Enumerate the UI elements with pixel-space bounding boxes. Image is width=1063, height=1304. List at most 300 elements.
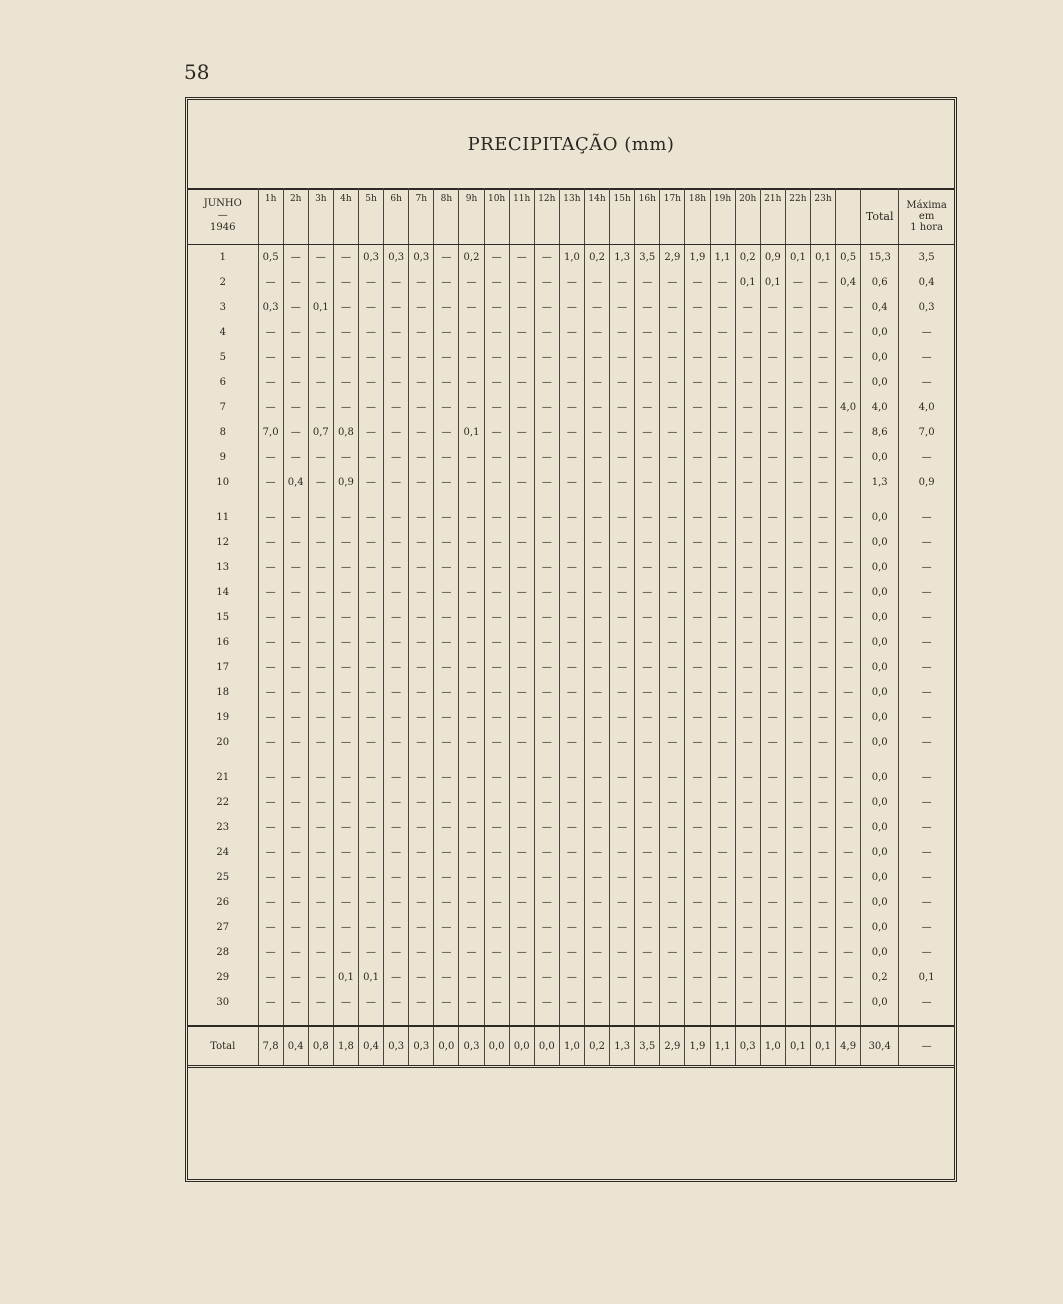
hourly-total: 0,0 xyxy=(534,1026,559,1067)
hourly-value: — xyxy=(434,705,459,730)
hourly-value: — xyxy=(710,555,735,580)
hourly-value: — xyxy=(584,655,609,680)
hourly-value: — xyxy=(610,990,635,1015)
hourly-value: — xyxy=(308,765,333,790)
hourly-value: — xyxy=(484,840,509,865)
hourly-value: — xyxy=(610,295,635,320)
hourly-value: — xyxy=(283,395,308,420)
hourly-value: — xyxy=(434,345,459,370)
hourly-value: — xyxy=(283,630,308,655)
row-total: 0,0 xyxy=(861,865,899,890)
hourly-value: — xyxy=(685,865,710,890)
hourly-value: — xyxy=(258,915,283,940)
hour-header: 17h xyxy=(660,188,685,245)
hourly-value: 0,9 xyxy=(760,245,785,271)
hourly-value: — xyxy=(836,530,861,555)
hourly-value: — xyxy=(810,915,835,940)
hourly-value: — xyxy=(484,705,509,730)
table-row xyxy=(188,470,954,495)
hourly-value: 0,1 xyxy=(333,965,358,990)
hourly-value: — xyxy=(836,505,861,530)
hourly-value: — xyxy=(735,865,760,890)
hourly-value: — xyxy=(359,370,384,395)
hourly-value: — xyxy=(308,530,333,555)
hour-header: 23h xyxy=(810,188,835,245)
hourly-value: — xyxy=(534,270,559,295)
hourly-value: — xyxy=(584,345,609,370)
day-cell: 30 xyxy=(216,997,230,1008)
hourly-value: — xyxy=(509,890,534,915)
hourly-value: — xyxy=(710,890,735,915)
table-row xyxy=(188,245,954,271)
hourly-value: — xyxy=(534,765,559,790)
hourly-value: — xyxy=(409,370,434,395)
hourly-value: — xyxy=(810,320,835,345)
hourly-value: — xyxy=(409,965,434,990)
hourly-value: — xyxy=(333,815,358,840)
hourly-value: — xyxy=(258,580,283,605)
hourly-value: — xyxy=(333,990,358,1015)
hourly-value: — xyxy=(308,630,333,655)
hour-header: 9h xyxy=(459,188,484,245)
row-max-hour: — xyxy=(899,815,954,840)
hourly-value: — xyxy=(283,505,308,530)
hourly-value: — xyxy=(710,345,735,370)
hourly-value: — xyxy=(384,605,409,630)
hourly-value: — xyxy=(359,865,384,890)
hourly-value: — xyxy=(484,915,509,940)
hourly-value: — xyxy=(760,940,785,965)
hourly-value: — xyxy=(810,445,835,470)
hourly-total: 7,8 xyxy=(258,1026,283,1067)
hourly-value: — xyxy=(660,890,685,915)
hourly-value: — xyxy=(283,295,308,320)
row-total: 0,0 xyxy=(861,790,899,815)
row-max-hour: — xyxy=(899,915,954,940)
hourly-value: — xyxy=(509,815,534,840)
hourly-value: — xyxy=(610,470,635,495)
row-total: 0,0 xyxy=(861,530,899,555)
hourly-value: — xyxy=(484,530,509,555)
hourly-value: — xyxy=(660,915,685,940)
hourly-value: — xyxy=(685,320,710,345)
hourly-value: — xyxy=(584,840,609,865)
hourly-value: — xyxy=(635,470,660,495)
hourly-value: — xyxy=(810,815,835,840)
row-total: 0,0 xyxy=(861,555,899,580)
row-max-hour: 0,1 xyxy=(899,965,954,990)
hourly-value: — xyxy=(635,295,660,320)
hourly-value: — xyxy=(836,730,861,755)
hourly-value: — xyxy=(333,915,358,940)
hourly-value: — xyxy=(534,990,559,1015)
hourly-value: — xyxy=(459,680,484,705)
hourly-total: 0,3 xyxy=(459,1026,484,1067)
hourly-total: 1,0 xyxy=(760,1026,785,1067)
table-row xyxy=(188,345,954,370)
hourly-value: — xyxy=(710,470,735,495)
hourly-value: — xyxy=(836,865,861,890)
hourly-value: — xyxy=(384,965,409,990)
hourly-value: — xyxy=(685,295,710,320)
hourly-value: — xyxy=(710,605,735,630)
hourly-value: — xyxy=(660,420,685,445)
row-total: 0,0 xyxy=(861,630,899,655)
hourly-value: — xyxy=(610,730,635,755)
hourly-value: — xyxy=(660,580,685,605)
day-cell: 6 xyxy=(219,377,226,388)
hourly-value: — xyxy=(484,420,509,445)
hourly-value: — xyxy=(409,505,434,530)
hourly-value: — xyxy=(810,505,835,530)
hourly-value: — xyxy=(610,270,635,295)
hourly-value: — xyxy=(710,530,735,555)
hourly-total: 4,9 xyxy=(836,1026,861,1067)
hourly-value: — xyxy=(660,345,685,370)
table-title: PRECIPITAÇÃO (mm) xyxy=(467,134,675,155)
hourly-value: — xyxy=(610,370,635,395)
hourly-value: — xyxy=(384,865,409,890)
hourly-value: — xyxy=(610,420,635,445)
hourly-value: — xyxy=(409,420,434,445)
row-max-hour: — xyxy=(899,345,954,370)
hourly-value: — xyxy=(484,370,509,395)
hourly-value: — xyxy=(660,320,685,345)
hourly-value: — xyxy=(610,940,635,965)
hourly-value: — xyxy=(359,730,384,755)
hourly-value: — xyxy=(810,790,835,815)
table-row xyxy=(188,890,954,915)
hourly-value: — xyxy=(785,990,810,1015)
hourly-value: — xyxy=(660,445,685,470)
hourly-total: 0,1 xyxy=(785,1026,810,1067)
hourly-value: — xyxy=(760,530,785,555)
hourly-value: — xyxy=(434,655,459,680)
hourly-value: — xyxy=(384,295,409,320)
hour-header: 16h xyxy=(635,188,660,245)
hourly-value: — xyxy=(283,765,308,790)
hour-header: 20h xyxy=(735,188,760,245)
hourly-value: — xyxy=(308,555,333,580)
hourly-value: — xyxy=(685,655,710,680)
table-row xyxy=(188,940,954,965)
hourly-total: 0,4 xyxy=(283,1026,308,1067)
hourly-value: — xyxy=(459,865,484,890)
hourly-value: 2,9 xyxy=(660,245,685,271)
hourly-value: — xyxy=(836,605,861,630)
day-cell: 7 xyxy=(219,402,226,413)
hourly-value: — xyxy=(710,320,735,345)
hourly-value: — xyxy=(434,605,459,630)
hourly-value: — xyxy=(584,370,609,395)
hourly-value: — xyxy=(534,295,559,320)
hourly-value: — xyxy=(785,295,810,320)
hourly-value: — xyxy=(735,320,760,345)
hourly-value: — xyxy=(308,345,333,370)
hourly-value: — xyxy=(509,395,534,420)
hourly-value: — xyxy=(559,890,584,915)
hourly-value: — xyxy=(810,630,835,655)
hour-header: 10h xyxy=(484,188,509,245)
hourly-value: — xyxy=(810,965,835,990)
hourly-value: 0,2 xyxy=(584,245,609,271)
hourly-value: — xyxy=(660,680,685,705)
hourly-value: — xyxy=(308,370,333,395)
hourly-value: — xyxy=(559,840,584,865)
hourly-value: — xyxy=(283,320,308,345)
hourly-value: — xyxy=(359,530,384,555)
hourly-value: — xyxy=(760,790,785,815)
hourly-value: — xyxy=(810,890,835,915)
hourly-value: — xyxy=(584,270,609,295)
hourly-value: — xyxy=(810,865,835,890)
hour-header: 14h xyxy=(584,188,609,245)
hourly-value: — xyxy=(258,320,283,345)
hourly-value: — xyxy=(459,445,484,470)
hourly-value: — xyxy=(785,730,810,755)
hourly-value: — xyxy=(785,445,810,470)
hourly-value: — xyxy=(534,580,559,605)
hourly-value: — xyxy=(584,505,609,530)
hourly-value: — xyxy=(434,270,459,295)
hourly-value: — xyxy=(810,395,835,420)
hourly-value: — xyxy=(559,295,584,320)
hourly-value: — xyxy=(384,505,409,530)
hourly-value: — xyxy=(836,940,861,965)
hourly-value: — xyxy=(409,555,434,580)
hourly-value: — xyxy=(409,630,434,655)
hourly-value: — xyxy=(484,965,509,990)
hourly-value: — xyxy=(760,555,785,580)
hourly-value: — xyxy=(610,530,635,555)
hourly-value: — xyxy=(283,705,308,730)
hourly-value: — xyxy=(434,445,459,470)
hourly-value: — xyxy=(710,445,735,470)
hourly-value: — xyxy=(308,395,333,420)
hourly-value: — xyxy=(359,680,384,705)
hourly-value: — xyxy=(258,270,283,295)
day-cell: 16 xyxy=(216,637,230,648)
hourly-value: — xyxy=(785,370,810,395)
hourly-value: — xyxy=(283,840,308,865)
hourly-value: — xyxy=(459,655,484,680)
hourly-value: — xyxy=(283,420,308,445)
hourly-value: — xyxy=(760,705,785,730)
hourly-value: — xyxy=(685,445,710,470)
hourly-total: 0,4 xyxy=(359,1026,384,1067)
hourly-value: — xyxy=(409,445,434,470)
hourly-value: — xyxy=(660,865,685,890)
hourly-value: — xyxy=(710,680,735,705)
hourly-value: — xyxy=(283,890,308,915)
hourly-value: — xyxy=(434,940,459,965)
hourly-value: — xyxy=(484,605,509,630)
hourly-value: — xyxy=(384,395,409,420)
hourly-value: — xyxy=(635,605,660,630)
hourly-value: — xyxy=(509,990,534,1015)
hourly-value: — xyxy=(384,790,409,815)
hourly-value: — xyxy=(258,990,283,1015)
hourly-value: — xyxy=(434,890,459,915)
hourly-value: — xyxy=(534,790,559,815)
hourly-total: 1,3 xyxy=(610,1026,635,1067)
hourly-value: — xyxy=(434,630,459,655)
hourly-total: 0,3 xyxy=(735,1026,760,1067)
hourly-value: — xyxy=(785,605,810,630)
day-cell: 29 xyxy=(216,972,230,983)
day-cell: 14 xyxy=(216,587,230,598)
hourly-value: — xyxy=(559,990,584,1015)
day-cell: 21 xyxy=(216,772,230,783)
hourly-value: — xyxy=(810,270,835,295)
hourly-value: — xyxy=(509,245,534,271)
hourly-value: — xyxy=(484,395,509,420)
hourly-value: — xyxy=(810,705,835,730)
hourly-value: — xyxy=(509,965,534,990)
row-total: 0,0 xyxy=(861,990,899,1015)
hourly-value: — xyxy=(810,655,835,680)
hourly-value: — xyxy=(258,345,283,370)
hourly-value: — xyxy=(584,765,609,790)
hourly-value: — xyxy=(584,580,609,605)
hourly-value: 0,9 xyxy=(333,470,358,495)
hourly-value: — xyxy=(660,295,685,320)
hourly-value: — xyxy=(409,705,434,730)
hourly-value: — xyxy=(509,270,534,295)
table-row xyxy=(188,965,954,990)
hourly-value: — xyxy=(584,940,609,965)
hourly-value: — xyxy=(559,320,584,345)
day-cell: 26 xyxy=(216,897,230,908)
hourly-value: — xyxy=(434,470,459,495)
hourly-value: — xyxy=(283,915,308,940)
hourly-value: — xyxy=(785,630,810,655)
hourly-value: — xyxy=(534,630,559,655)
hourly-value: — xyxy=(308,270,333,295)
hourly-value: — xyxy=(534,605,559,630)
row-total: 0,0 xyxy=(861,505,899,530)
hourly-value: — xyxy=(810,580,835,605)
day-cell: 24 xyxy=(216,847,230,858)
hourly-value: — xyxy=(660,630,685,655)
hour-header: 1h xyxy=(258,188,283,245)
hourly-value: — xyxy=(308,940,333,965)
hourly-total: 1,0 xyxy=(559,1026,584,1067)
hourly-value: — xyxy=(509,680,534,705)
hourly-value: — xyxy=(484,555,509,580)
hourly-value: — xyxy=(258,630,283,655)
day-cell: 17 xyxy=(216,662,230,673)
hourly-value: — xyxy=(333,580,358,605)
hourly-value: — xyxy=(635,505,660,530)
hourly-value: — xyxy=(359,445,384,470)
hourly-value: — xyxy=(610,630,635,655)
hourly-value: — xyxy=(509,705,534,730)
hourly-value: — xyxy=(660,990,685,1015)
hourly-value: 4,0 xyxy=(836,395,861,420)
hourly-value: — xyxy=(735,295,760,320)
hourly-value: — xyxy=(409,680,434,705)
hourly-value: — xyxy=(308,680,333,705)
hourly-value: — xyxy=(258,370,283,395)
row-total: 0,0 xyxy=(861,320,899,345)
hourly-value: — xyxy=(760,990,785,1015)
hourly-value: — xyxy=(484,655,509,680)
hourly-value: 1,9 xyxy=(685,245,710,271)
hourly-value: 0,3 xyxy=(384,245,409,271)
hourly-value: — xyxy=(509,580,534,605)
hourly-value: — xyxy=(660,815,685,840)
hour-header: 22h xyxy=(785,188,810,245)
hourly-value: 0,7 xyxy=(308,420,333,445)
hourly-value: — xyxy=(409,915,434,940)
hourly-value: — xyxy=(760,730,785,755)
hourly-value: — xyxy=(610,915,635,940)
hourly-value: — xyxy=(735,655,760,680)
hourly-value: — xyxy=(484,505,509,530)
hourly-value: — xyxy=(333,270,358,295)
hourly-value: — xyxy=(409,790,434,815)
hourly-value: — xyxy=(559,790,584,815)
hourly-value: — xyxy=(610,320,635,345)
row-total: 0,0 xyxy=(861,915,899,940)
row-total: 8,6 xyxy=(861,420,899,445)
hourly-value: — xyxy=(710,865,735,890)
hourly-value: — xyxy=(584,915,609,940)
hourly-value: — xyxy=(685,345,710,370)
hourly-value: — xyxy=(635,890,660,915)
hourly-value: — xyxy=(534,445,559,470)
hourly-value: 0,5 xyxy=(836,245,861,271)
hourly-value: — xyxy=(384,990,409,1015)
hourly-value: — xyxy=(258,505,283,530)
hourly-value: — xyxy=(559,605,584,630)
hourly-value: — xyxy=(685,730,710,755)
day-cell: 13 xyxy=(216,562,230,573)
hourly-value: 0,4 xyxy=(283,470,308,495)
row-max-hour: 7,0 xyxy=(899,420,954,445)
hour-header: 12h xyxy=(534,188,559,245)
hourly-value: — xyxy=(459,370,484,395)
hourly-value: — xyxy=(509,530,534,555)
hourly-value: — xyxy=(810,940,835,965)
hourly-value: — xyxy=(785,940,810,965)
hourly-value: — xyxy=(384,420,409,445)
hourly-value: — xyxy=(534,245,559,271)
hourly-value: — xyxy=(836,345,861,370)
hourly-value: — xyxy=(559,705,584,730)
hourly-total: 2,9 xyxy=(660,1026,685,1067)
hourly-total: 0,8 xyxy=(308,1026,333,1067)
hourly-value: — xyxy=(785,815,810,840)
row-total: 0,0 xyxy=(861,940,899,965)
hourly-value: — xyxy=(333,940,358,965)
day-cell: 4 xyxy=(219,327,226,338)
day-cell: 23 xyxy=(216,822,230,833)
row-max-hour: 0,4 xyxy=(899,270,954,295)
hourly-value: — xyxy=(258,680,283,705)
row-total: 0,0 xyxy=(861,655,899,680)
row-max-hour: — xyxy=(899,555,954,580)
hourly-value: — xyxy=(534,395,559,420)
hourly-value: — xyxy=(635,345,660,370)
hourly-value: — xyxy=(584,730,609,755)
hourly-value: — xyxy=(559,730,584,755)
hourly-value: — xyxy=(484,730,509,755)
hourly-value: — xyxy=(308,730,333,755)
hourly-value: — xyxy=(534,815,559,840)
hourly-value: — xyxy=(810,530,835,555)
